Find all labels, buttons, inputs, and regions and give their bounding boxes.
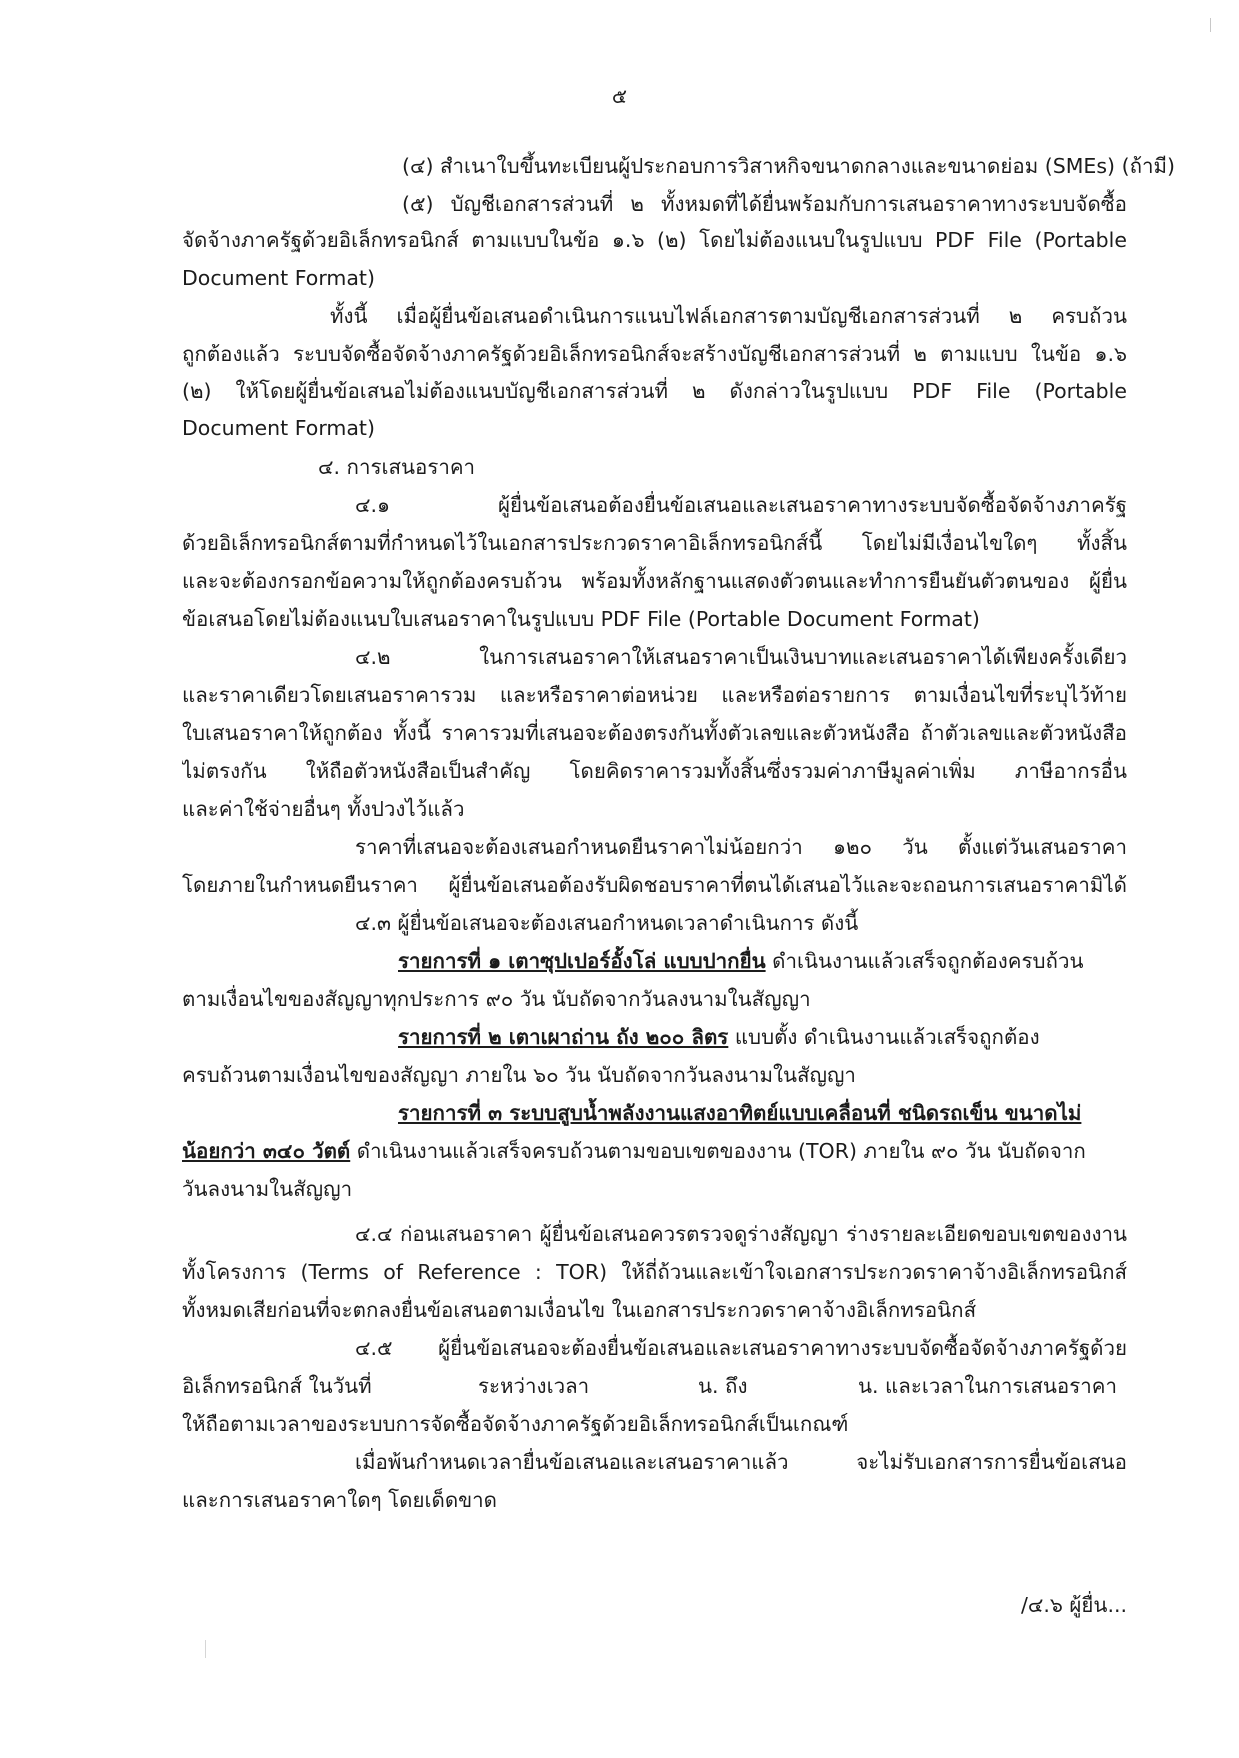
scan-mark (1210, 18, 1211, 32)
item-line (398, 942, 1083, 980)
paragraph-line: ให้ถือตามเวลาของระบบการจัดซื้อจัดจ้างภาครัฐด้วยอิเล็กทรอนิกส์เป็นเกณฑ์ (182, 1412, 849, 1436)
paragraph-line: และจะต้องกรอกข้อความให้ถูกต้องครบถ้วน พร้อมทั้งหลักฐานแสดงตัวตนและทำการยืนยันตัวตนของ ผู้ยื่น (182, 569, 1127, 593)
continuation-footer: /๔.๖ ผู้ยื่น... (1020, 1593, 1127, 1617)
paragraph-line: ทั้งหมดเสียก่อนที่จะตกลงยื่นข้อเสนอตามเงื่อนไข ในเอกสารประกวดราคาจ้างอิเล็กทรอนิกส์ (182, 1298, 977, 1322)
paragraph-line: และราคาเดียวโดยเสนอราคารวม และหรือราคาต่อหน่วย และหรือต่อรายการ ตามเงื่อนไขที่ระบุไว้ท้าย (182, 683, 1127, 707)
paragraph-line: เมื่อพ้นกำหนดเวลายื่นข้อเสนอและเสนอราคาแล้ว จะไม่รับเอกสารการยื่นข้อเสนอ (355, 1450, 1127, 1474)
paragraph-line: (๕) บัญชีเอกสารส่วนที่ ๒ ทั้งหมดที่ได้ยื่นพร้อมกับการเสนอราคาทางระบบจัดซื้อ (402, 192, 1127, 216)
item-title: รายการที่ ๓ ระบบสูบน้ำพลังงานแสงอาทิตย์แบบเคลื่อนที่ ชนิดรถเข็น ขนาดไม่ (398, 1101, 1082, 1125)
item-text: ดำเนินงานแล้วเสร็จถูกต้องครบถ้วน (765, 949, 1084, 973)
section-heading: ๔. การเสนอราคา (318, 455, 476, 479)
paragraph-line: ๔.๒ ในการเสนอราคาให้เสนอราคาเป็นเงินบาทและเสนอราคาได้เพียงครั้งเดียว (355, 645, 1127, 669)
paragraph-line: ๔.๑ ผู้ยื่นข้อเสนอต้องยื่นข้อเสนอและเสนอราคาทางระบบจัดซื้อจัดจ้างภาครัฐ (355, 493, 1127, 517)
item-title: รายการที่ ๑ เตาซุปเปอร์อั้งโล่ แบบปากยื่น (398, 949, 766, 973)
paragraph-line: น. และเวลาในการเสนอราคา (858, 1374, 1117, 1398)
paragraph-line: วันลงนามในสัญญา (182, 1177, 353, 1201)
paragraph-line: ถูกต้องแล้ว ระบบจัดซื้อจัดจ้างภาครัฐด้วยอิเล็กทรอนิกส์จะสร้างบัญชีเอกสารส่วนที่ ๒ ตามแบบ ในข้อ ๑.๖ (182, 342, 1127, 366)
paragraph-line: ใบเสนอราคาให้ถูกต้อง ทั้งนี้ ราคารวมที่เสนอจะต้องตรงกันทั้งตัวเลขและตัวหนังสือ ถ้าตัวเลขและตัวหนังสือ (182, 721, 1127, 745)
paragraph-line: และการเสนอราคาใดๆ โดยเด็ดขาด (182, 1488, 497, 1512)
paragraph-line: อิเล็กทรอนิกส์ ในวันที่ (182, 1374, 372, 1398)
paragraph-line: Document Format) (182, 266, 375, 290)
paragraph-line: ข้อเสนอโดยไม่ต้องแนบใบเสนอราคาในรูปแบบ PDF File (Portable Document Format) (182, 607, 980, 631)
paragraph-line: ๔.๕ ผู้ยื่นข้อเสนอจะต้องยื่นข้อเสนอและเสนอราคาทางระบบจัดซื้อจัดจ้างภาครัฐด้วย (355, 1336, 1127, 1360)
paragraph-line: ทั้งนี้ เมื่อผู้ยื่นข้อเสนอดำเนินการแนบไฟล์เอกสารตามบัญชีเอกสารส่วนที่ ๒ ครบถ้วน (330, 304, 1127, 328)
item-text: แบบตั้ง ดำเนินงานแล้วเสร็จถูกต้อง (728, 1025, 1040, 1049)
item-line (182, 1132, 1086, 1170)
paragraph-line: (๒) ให้โดยผู้ยื่นข้อเสนอไม่ต้องแนบบัญชีเอกสารส่วนที่ ๒ ดังกล่าวในรูปแบบ PDF File (Portable (182, 379, 1127, 403)
paragraph-line: และค่าใช้จ่ายอื่นๆ ทั้งปวงไว้แล้ว (182, 797, 465, 821)
scan-mark (205, 1640, 206, 1658)
paragraph-line: ตามเงื่อนไขของสัญญาทุกประการ ๙๐ วัน นับถัดจากวันลงนามในสัญญา (182, 987, 811, 1011)
page-number: ๕ (611, 84, 628, 108)
paragraph-line: ไม่ตรงกัน ให้ถือตัวหนังสือเป็นสำคัญ โดยคิดราคารวมทั้งสิ้นซึ่งรวมค่าภาษีมูลค่าเพิ่ม ภาษีอากรอื่น (182, 759, 1127, 783)
paragraph-line: โดยภายในกำหนดยืนราคา ผู้ยื่นข้อเสนอต้องรับผิดชอบราคาที่ตนได้เสนอไว้และจะถอนการเสนอราคามิได้ (182, 873, 1127, 897)
paragraph-line: ๔.๓ ผู้ยื่นข้อเสนอจะต้องเสนอกำหนดเวลาดำเนินการ ดังนี้ (355, 911, 859, 935)
paragraph-line: Document Format) (182, 416, 375, 440)
paragraph-line: น. ถึง (698, 1374, 748, 1398)
paragraph-line: จัดจ้างภาครัฐด้วยอิเล็กทรอนิกส์ ตามแบบในข้อ ๑.๖ (๒) โดยไม่ต้องแนบในรูปแบบ PDF File (Portable (182, 228, 1127, 252)
paragraph-line: ด้วยอิเล็กทรอนิกส์ตามที่กำหนดไว้ในเอกสารประกวดราคาอิเล็กทรอนิกส์นี้ โดยไม่มีเงื่อนไขใดๆ ทั้งสิ้น (182, 531, 1127, 555)
paragraph-line: ราคาที่เสนอจะต้องเสนอกำหนดยืนราคาไม่น้อยกว่า ๑๒๐ วัน ตั้งแต่วันเสนอราคา (355, 835, 1127, 859)
item-line (398, 1094, 1081, 1132)
paragraph-line: ระหว่างเวลา (478, 1374, 590, 1398)
paragraph-line: ๔.๔ ก่อนเสนอราคา ผู้ยื่นข้อเสนอควรตรวจดูร่างสัญญา ร่างรายละเอียดขอบเขตของงาน (355, 1222, 1127, 1246)
paragraph-line: (๔) สำเนาใบขึ้นทะเบียนผู้ประกอบการวิสาหกิจขนาดกลางและขนาดย่อม (SMEs) (ถ้ามี) (402, 154, 1176, 178)
paragraph-line: ครบถ้วนตามเงื่อนไขของสัญญา ภายใน ๖๐ วัน นับถัดจากวันลงนามในสัญญา (182, 1063, 856, 1087)
item-title: รายการที่ ๒ เตาเผาถ่าน ถัง ๒๐๐ ลิตร (398, 1025, 729, 1049)
item-text: ดำเนินงานแล้วเสร็จครบถ้วนตามขอบเขตของงาน (TOR) ภายใน ๙๐ วัน นับถัดจาก (350, 1139, 1086, 1163)
item-line (398, 1018, 1040, 1056)
item-title: น้อยกว่า ๓๔๐ วัตต์ (182, 1139, 351, 1163)
paragraph-line: ทั้งโครงการ (Terms of Reference : TOR) ให้ถี่ถ้วนและเข้าใจเอกสารประกวดราคาจ้างอิเล็กทรอนิกส์ (182, 1260, 1127, 1284)
